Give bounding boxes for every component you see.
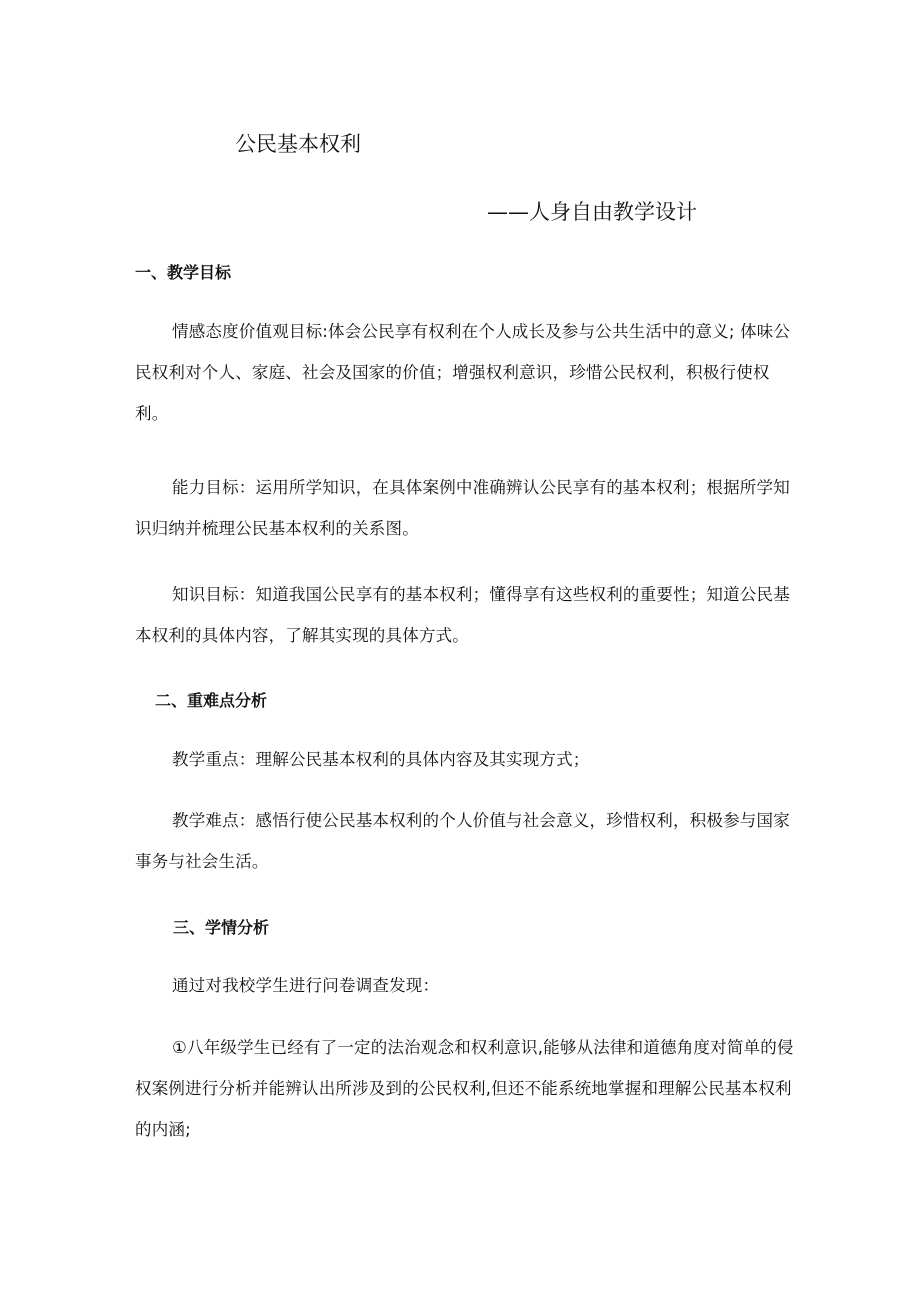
paragraph-key-point: 教学重点：理解公民基本权利的具体内容及其实现方式； bbox=[172, 750, 590, 769]
document-title: 公民基本权利 bbox=[235, 132, 361, 156]
section-heading-objectives: 一、教学目标 bbox=[135, 263, 232, 282]
paragraph-ability-goal: 能力目标：运用所学知识，在具体案例中准确辨认公民享有的基本权利；根据所学知识归纳并梳理公民基本权利的关系图。 bbox=[135, 478, 790, 538]
paragraph-survey-intro: 通过对我校学生进行问卷调查发现： bbox=[172, 976, 440, 995]
paragraph-survey-finding-1: ①八年级学生已经有了一定的法治观念和权利意识,能够从法律和道德角度对简单的侵权案例进行分析并能辨认出所涉及到的公民权利,但还不能系统地掌握和理解公民基本权利的内涵; bbox=[135, 1038, 794, 1139]
section-heading-key-points: 二、重难点分析 bbox=[155, 691, 268, 710]
document-subtitle: ——人身自由教学设计 bbox=[487, 200, 697, 224]
paragraph-knowledge-goal: 知识目标：知道我国公民享有的基本权利；懂得享有这些权利的重要性；知道公民基本权利的具体内容，了解其实现的具体方式。 bbox=[135, 585, 790, 645]
paragraph-difficult-point: 教学难点：感悟行使公民基本权利的个人价值与社会意义，珍惜权利，积极参与国家事务与社会生活。 bbox=[135, 811, 790, 871]
section-heading-student-analysis: 三、学情分析 bbox=[173, 918, 270, 937]
paragraph-emotional-goal: 情感态度价值观目标:体会公民享有权利在个人成长及参与公共生活中的意义; 体味公民权利对个人、家庭、社会及国家的价值；增强权利意识，珍惜公民权利，积极行使权利。 bbox=[135, 322, 791, 423]
